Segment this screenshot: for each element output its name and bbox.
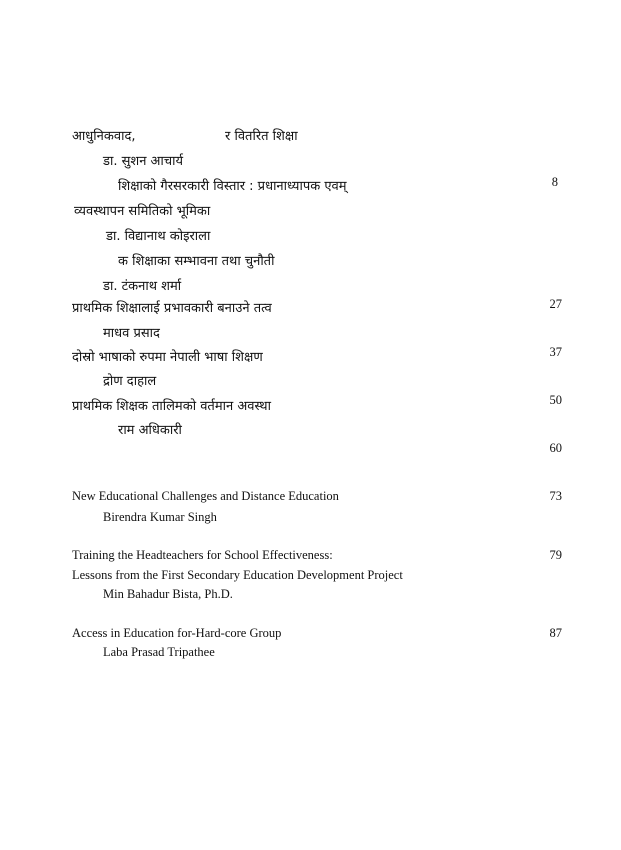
entry-10-author: Laba Prasad Tripathee — [103, 645, 215, 659]
entry-3-author: डा. टंकनाथ शर्मा — [103, 279, 182, 294]
entry-4-page-number: 27 — [549, 297, 562, 311]
entry-9-author: Min Bahadur Bista, Ph.D. — [103, 587, 233, 601]
entry-6-title: प्राथमिक शिक्षक तालिमको वर्तमान अवस्था — [72, 399, 271, 414]
entry-3-title: क शिक्षाका सम्भावना तथा चुनौती — [118, 254, 275, 269]
entry-5-author: द्रोण दाहाल — [103, 374, 157, 389]
entry-2-title: शिक्षाको गैरसरकारी विस्तार : प्रधानाध्यापक एवम् — [118, 179, 347, 194]
entry-5-title: दोस्रो भाषाको रुपमा नेपाली भाषा शिक्षण — [72, 350, 263, 365]
entry-4-title: प्राथमिक शिक्षालाई प्रभावकारी बनाउने तत्व — [72, 301, 272, 316]
entry-8-page-number: 73 — [549, 489, 562, 503]
entry-9-title-line-1: Training the Headteachers for School Effectiveness: — [72, 548, 333, 562]
entry-1-title-part-a: आधुनिकवाद, — [72, 129, 136, 144]
entry-2-page-number: 8 — [551, 175, 558, 189]
entry-2-author: डा. विद्यानाथ कोइराला — [106, 229, 211, 244]
entry-4-author: माधव प्रसाद — [103, 326, 160, 341]
entry-8-title: New Educational Challenges and Distance Education — [72, 489, 339, 503]
entry-8-author: Birendra Kumar Singh — [103, 510, 217, 524]
entry-9-title-line-2: Lessons from the First Secondary Education Development Project — [72, 568, 403, 582]
entry-1-title-part-b: र वितरित शिक्षा — [225, 129, 298, 144]
entry-10-title: Access in Education for-Hard-core Group — [72, 626, 282, 640]
entry-6-page-number: 50 — [549, 393, 562, 407]
entry-1-author: डा. सुशन आचार्य — [103, 154, 184, 169]
entry-9-page-number: 79 — [549, 548, 562, 562]
entry-2-title-continued: व्यवस्थापन समितिको भूमिका — [74, 204, 211, 219]
entry-6-author: राम अधिकारी — [118, 423, 182, 438]
entry-7-page-number: 60 — [549, 441, 562, 455]
entry-5-page-number: 37 — [549, 345, 562, 359]
entry-10-page-number: 87 — [549, 626, 562, 640]
